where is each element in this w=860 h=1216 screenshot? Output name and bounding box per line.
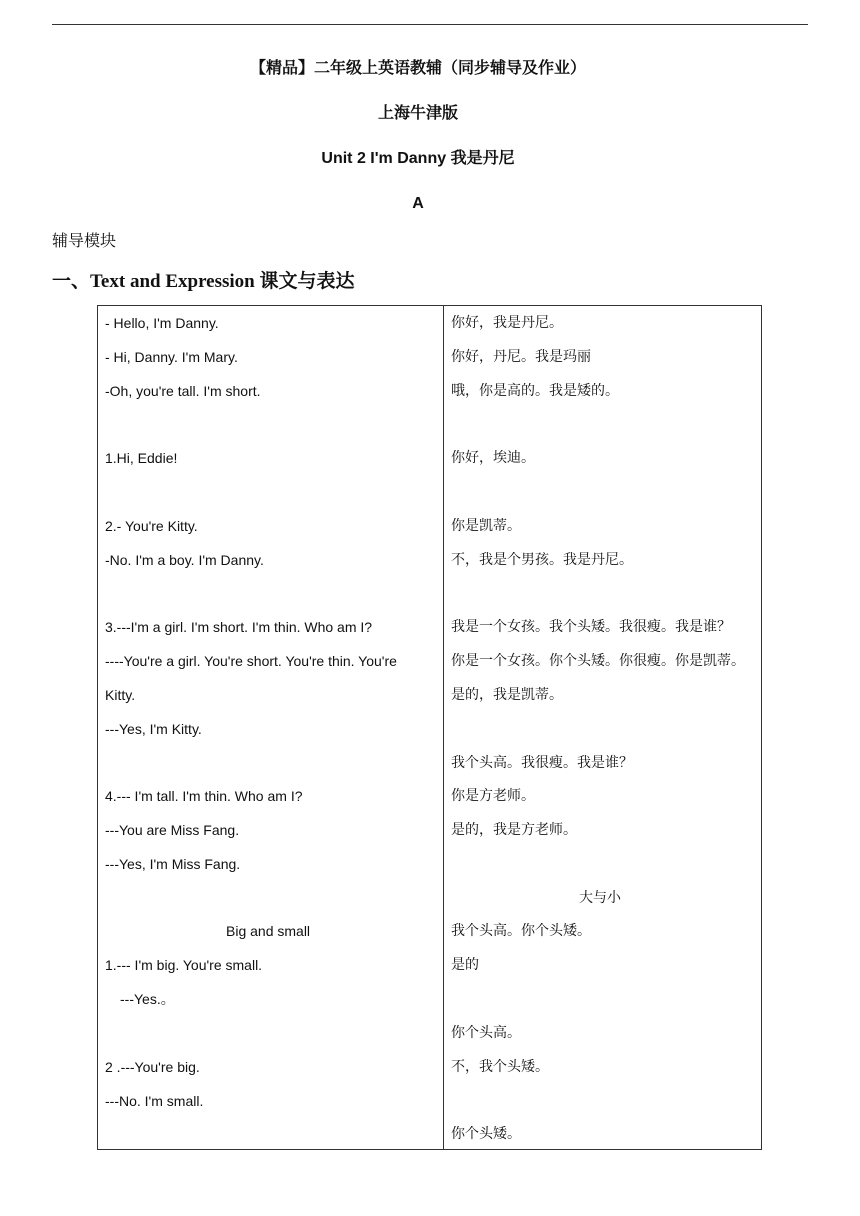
- subheading-big-and-small: Big and small: [226, 923, 311, 939]
- english-line: ---You are Miss Fang.: [105, 822, 240, 838]
- english-line: -No. I'm a boy. I'm Danny.: [105, 552, 264, 568]
- top-rule: [52, 24, 808, 25]
- subheading-big-and-small-zh: 大与小: [579, 890, 621, 906]
- chinese-line: 我个头高。你个头矮。: [451, 923, 591, 939]
- english-line: -Oh, you're tall. I'm short.: [105, 383, 261, 399]
- column-divider: [443, 306, 444, 1149]
- part-label: A: [412, 195, 424, 212]
- chinese-line: 你是方老师。: [451, 788, 535, 804]
- english-line: 1.Hi, Eddie!: [105, 450, 178, 466]
- chinese-line: 你是一个女孩。你个头矮。你很瘦。你是凯蒂。: [451, 653, 745, 669]
- english-line: Kitty.: [105, 687, 136, 703]
- chinese-line: 你好，我是丹尼。: [451, 315, 563, 331]
- chinese-line: 我个头高。我很瘦。我是谁？: [451, 755, 633, 771]
- section-title: 一、Text and Expression 课文与表达: [52, 271, 355, 292]
- chinese-line: 哦，你是高的。我是矮的。: [451, 383, 619, 399]
- unit-title: Unit 2 I'm Danny 我是丹尼: [321, 150, 515, 167]
- module-label: 辅导模块: [52, 233, 117, 250]
- english-line: ---Yes, I'm Miss Fang.: [105, 856, 241, 872]
- english-line: 1.--- I'm big. You're small.: [105, 957, 263, 973]
- english-line: ---No. I'm small.: [105, 1093, 204, 1109]
- chinese-line: 你好，埃迪。: [451, 450, 535, 466]
- chinese-line: 你个头矮。: [451, 1126, 521, 1142]
- chinese-line: 是的，我是方老师。: [451, 822, 577, 838]
- chinese-line: 不，我个头矮。: [451, 1059, 549, 1075]
- english-line: ---Yes.。: [120, 991, 175, 1007]
- edition-title: 上海牛津版: [377, 105, 458, 122]
- chinese-line: 不，我是个男孩。我是丹尼。: [451, 552, 633, 568]
- english-line: ---Yes, I'm Kitty.: [105, 721, 202, 737]
- english-line: 4.--- I'm tall. I'm thin. Who am I?: [105, 788, 303, 804]
- chinese-line: 你好，丹尼。我是玛丽: [451, 349, 591, 365]
- english-line: ----You're a girl. You're short. You're thin. You're: [105, 653, 397, 669]
- chinese-line: 你是凯蒂。: [451, 518, 521, 534]
- english-line: 2.- You're Kitty.: [105, 518, 198, 534]
- chinese-line: 是的: [451, 957, 479, 973]
- chinese-line: 是的，我是凯蒂。: [451, 687, 563, 703]
- chinese-line: 你个头高。: [451, 1025, 521, 1041]
- english-line: - Hi, Danny. I'm Mary.: [105, 349, 238, 365]
- english-line: 2 .---You're big.: [105, 1059, 200, 1075]
- english-line: 3.---I'm a girl. I'm short. I'm thin. Who am I?: [105, 619, 373, 635]
- english-line: - Hello, I'm Danny.: [105, 315, 219, 331]
- chinese-line: 我是一个女孩。我个头矮。我很瘦。我是谁？: [451, 619, 731, 635]
- text-expression-table: [97, 305, 762, 1150]
- document-title: 【精品】二年级上英语教辅（同步辅导及作业）: [249, 60, 586, 77]
